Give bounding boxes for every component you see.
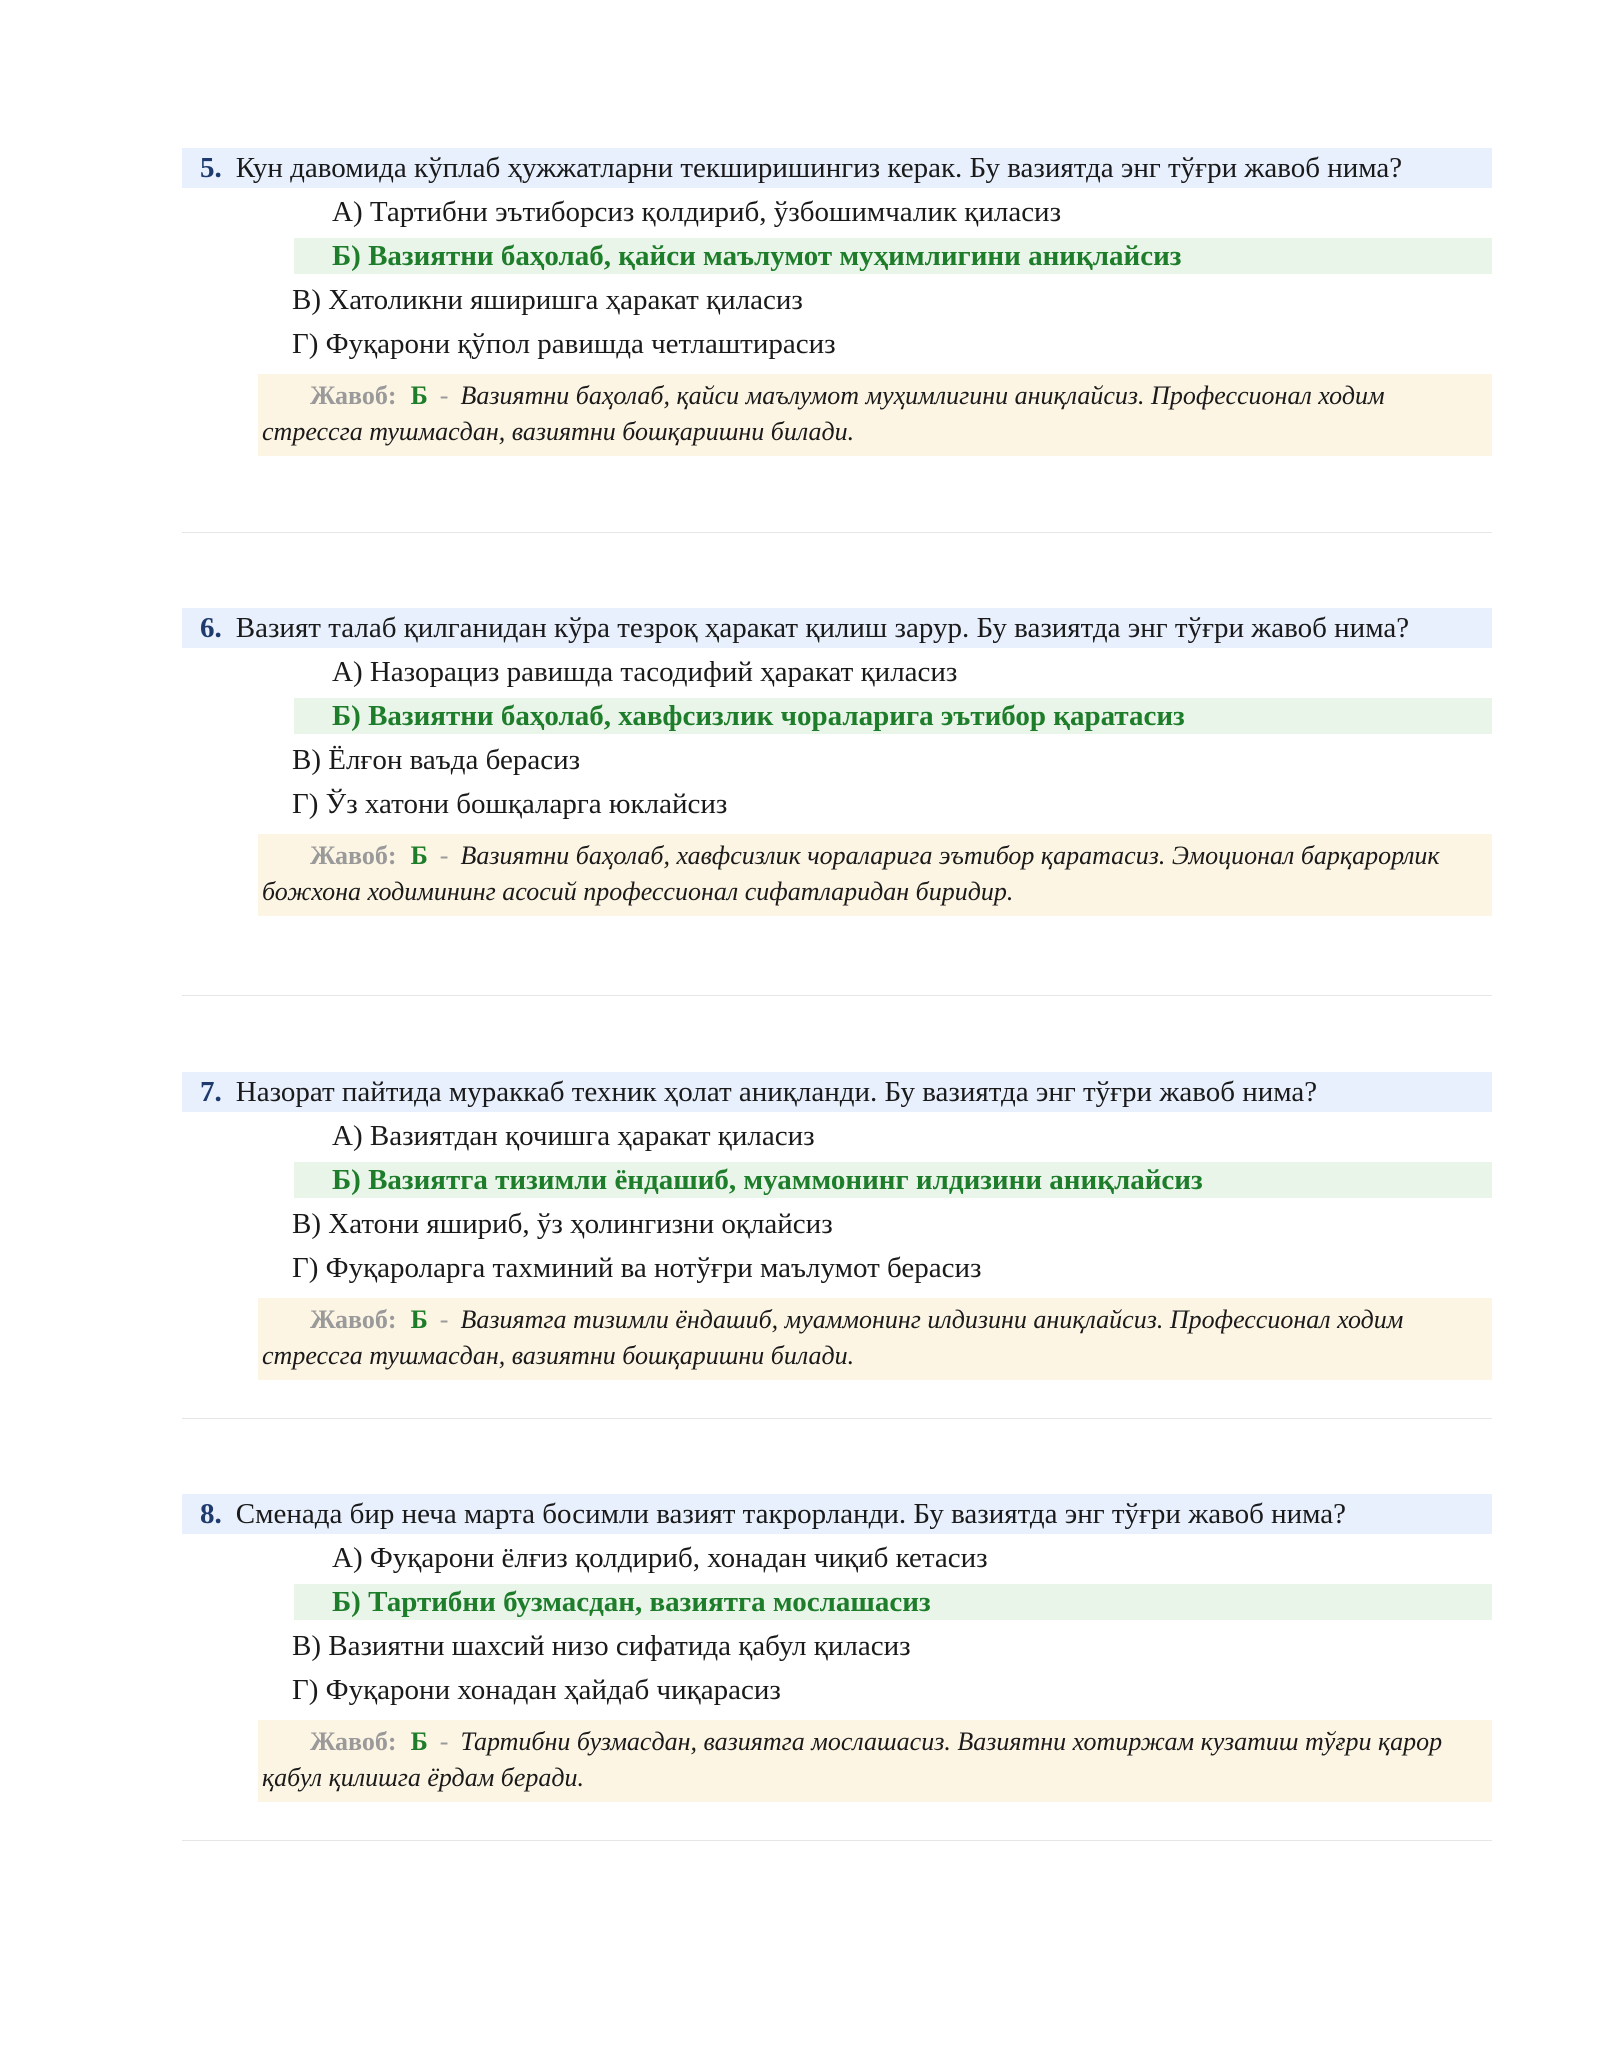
question-block bbox=[182, 608, 1492, 916]
answer-box bbox=[258, 374, 1492, 456]
question-text: Вазият талаб қилганидан кўра тезроқ ҳаракат қилиш зарур. Бу вазиятда энг тўғри жавоб нима? bbox=[235, 612, 1410, 644]
option-c: В) Хатони яшириб, ўз ҳолингизни оқлайсиз bbox=[292, 1208, 833, 1240]
question-header bbox=[182, 1072, 1492, 1112]
divider bbox=[182, 1418, 1492, 1419]
answer-label: Жавоб: bbox=[310, 841, 397, 870]
question-header bbox=[182, 1494, 1492, 1534]
answer-text: Вазиятни баҳолаб, қайси маълумот муҳимлигини аниқлайсиз. Профессионал ходим стрессга тушмасдан, вазиятни бошқаришни билади. bbox=[262, 381, 1385, 446]
answer-text: Тартибни бузмасдан, вазиятга мослашасиз. Вазиятни хотиржам кузатиш тўғри қарор қабул қилишга ёрдам беради. bbox=[262, 1727, 1443, 1792]
option-c: В) Вазиятни шахсий низо сифатида қабул қиласиз bbox=[292, 1630, 911, 1662]
divider bbox=[182, 1840, 1492, 1841]
option-b-correct: Б) Тартибни бузмасдан, вазиятга мослашасиз bbox=[294, 1584, 1492, 1620]
question-number: 5. bbox=[200, 152, 222, 184]
question-text: Сменада бир неча марта босимли вазият такрорланди. Бу вазиятда энг тўғри жавоб нима? bbox=[235, 1498, 1347, 1530]
answer-box bbox=[258, 1298, 1492, 1380]
option-b-correct: Б) Вазиятни баҳолаб, хавфсизлик чораларига эътибор қаратасиз bbox=[294, 698, 1492, 734]
answer-letter: Б bbox=[410, 381, 428, 410]
option-a: А) Назорациз равишда тасодифий ҳаракат қиласиз bbox=[332, 656, 958, 688]
answer-text: Вазиятни баҳолаб, хавфсизлик чораларига эътибор қаратасиз. Эмоционал барқарорлик божхона ходимининг асосий профессионал сифатларидан биридир. bbox=[262, 841, 1440, 906]
option-a: А) Вазиятдан қочишга ҳаракат қиласиз bbox=[332, 1120, 815, 1152]
option-b-correct: Б) Вазиятни баҳолаб, қайси маълумот муҳимлигини аниқлайсиз bbox=[294, 238, 1492, 274]
answer-label: Жавоб: bbox=[310, 1727, 397, 1756]
question-text: Кун давомида кўплаб ҳужжатларни текширишингиз керак. Бу вазиятда энг тўғри жавоб нима? bbox=[235, 152, 1403, 184]
answer-letter: Б bbox=[410, 1727, 428, 1756]
option-a: А) Тартибни эътиборсиз қолдириб, ўзбошимчалик қиласиз bbox=[332, 196, 1062, 228]
answer-box bbox=[258, 834, 1492, 916]
answer-dash: - bbox=[439, 1305, 449, 1334]
question-number: 8. bbox=[200, 1498, 222, 1530]
answer-dash: - bbox=[439, 381, 449, 410]
question-header bbox=[182, 608, 1492, 648]
answer-letter: Б bbox=[410, 1305, 428, 1334]
question-block bbox=[182, 1494, 1492, 1802]
divider bbox=[182, 995, 1492, 996]
answer-dash: - bbox=[439, 841, 449, 870]
question-block bbox=[182, 1072, 1492, 1380]
question-text: Назорат пайтида мураккаб техник ҳолат аниқланди. Бу вазиятда энг тўғри жавоб нима? bbox=[235, 1076, 1318, 1108]
option-d: Г) Фуқарони хонадан ҳайдаб чиқарасиз bbox=[292, 1674, 781, 1706]
answer-dash: - bbox=[439, 1727, 449, 1756]
divider bbox=[182, 532, 1492, 533]
question-number: 6. bbox=[200, 612, 222, 644]
option-d: Г) Фуқароларга тахминий ва нотўғри маълумот берасиз bbox=[292, 1252, 982, 1284]
question-block bbox=[182, 148, 1492, 456]
option-c: В) Ёлғон ваъда берасиз bbox=[292, 744, 581, 776]
option-d: Г) Фуқарони қўпол равишда четлаштирасиз bbox=[292, 328, 836, 360]
answer-box bbox=[258, 1720, 1492, 1802]
option-c: В) Хатоликни яширишга ҳаракат қиласиз bbox=[292, 284, 803, 316]
option-a: А) Фуқарони ёлғиз қолдириб, хонадан чиқиб кетасиз bbox=[332, 1542, 988, 1574]
answer-text: Вазиятга тизимли ёндашиб, муаммонинг илдизини аниқлайсиз. Профессионал ходим стрессга тушмасдан, вазиятни бошқаришни билади. bbox=[262, 1305, 1404, 1370]
answer-label: Жавоб: bbox=[310, 381, 397, 410]
answer-letter: Б bbox=[410, 841, 428, 870]
option-d: Г) Ўз хатони бошқаларга юклайсиз bbox=[292, 788, 728, 820]
answer-label: Жавоб: bbox=[310, 1305, 397, 1334]
option-b-correct: Б) Вазиятга тизимли ёндашиб, муаммонинг илдизини аниқлайсиз bbox=[294, 1162, 1492, 1198]
question-number: 7. bbox=[200, 1076, 222, 1108]
question-header bbox=[182, 148, 1492, 188]
